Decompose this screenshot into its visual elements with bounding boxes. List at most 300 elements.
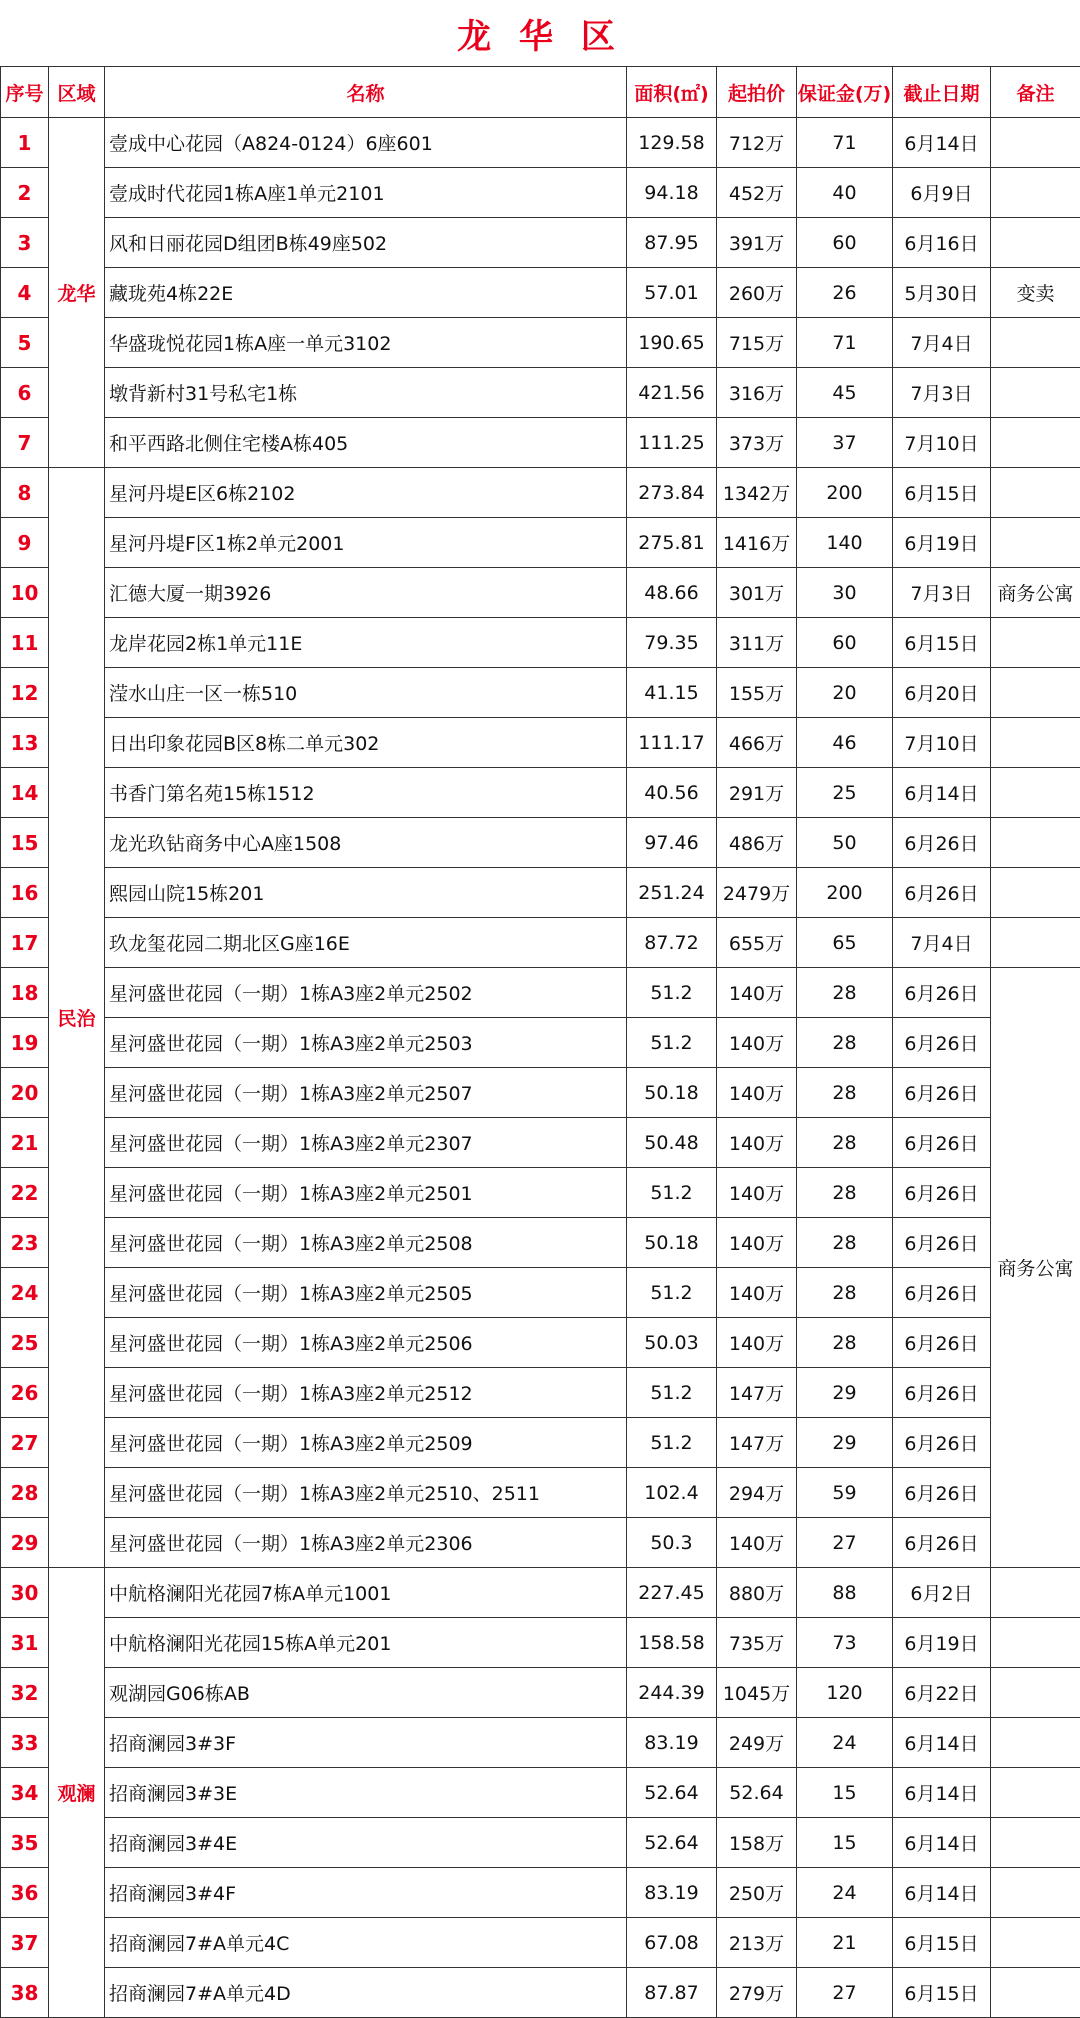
row-deadline: 7月4日 <box>893 318 991 368</box>
row-deadline: 6月9日 <box>893 168 991 218</box>
row-deadline: 6月26日 <box>893 1468 991 1518</box>
row-price: 147万 <box>717 1368 797 1418</box>
row-deadline: 6月19日 <box>893 1618 991 1668</box>
row-deadline: 6月26日 <box>893 818 991 868</box>
table-row <box>1 1068 1080 1118</box>
table-row <box>1 1468 1080 1518</box>
row-deadline: 6月2日 <box>893 1568 991 1618</box>
row-deposit: 27 <box>797 1518 893 1568</box>
table-row <box>1 1018 1080 1068</box>
row-note-empty <box>991 518 1080 568</box>
table-row <box>1 1518 1080 1568</box>
row-price: 140万 <box>717 1318 797 1368</box>
row-name: 龙岸花园2栋1单元11E <box>105 618 627 668</box>
row-note-empty <box>991 1818 1080 1868</box>
table-row <box>1 218 1080 268</box>
row-note: 商务公寓 <box>991 968 1080 1568</box>
row-note-empty <box>991 1768 1080 1818</box>
row-name: 壹成中心花园（A824-0124）6座601 <box>105 118 627 168</box>
row-area: 50.18 <box>627 1218 717 1268</box>
row-note-empty <box>991 1718 1080 1768</box>
row-name: 星河盛世花园（一期）1栋A3座2单元2508 <box>105 1218 627 1268</box>
row-seq: 15 <box>1 818 49 868</box>
row-seq: 27 <box>1 1418 49 1468</box>
row-seq: 31 <box>1 1618 49 1668</box>
table-row <box>1 1818 1080 1868</box>
row-seq: 20 <box>1 1068 49 1118</box>
row-area: 67.08 <box>627 1918 717 1968</box>
row-price: 655万 <box>717 918 797 968</box>
table-row <box>1 1918 1080 1968</box>
row-price: 1342万 <box>717 468 797 518</box>
row-deposit: 200 <box>797 868 893 918</box>
table-row <box>1 168 1080 218</box>
row-area: 51.2 <box>627 1368 717 1418</box>
row-note-empty <box>991 1968 1080 2018</box>
row-area: 190.65 <box>627 318 717 368</box>
page-title: 龙 华 区 <box>0 0 1080 66</box>
row-price: 140万 <box>717 1068 797 1118</box>
table-row <box>1 768 1080 818</box>
row-name: 熙园山院15栋201 <box>105 868 627 918</box>
row-deposit: 28 <box>797 1018 893 1068</box>
row-deadline: 6月26日 <box>893 1268 991 1318</box>
table-row <box>1 1868 1080 1918</box>
row-note-empty <box>991 1918 1080 1968</box>
row-area: 79.35 <box>627 618 717 668</box>
table-row <box>1 1168 1080 1218</box>
row-deadline: 6月15日 <box>893 618 991 668</box>
row-deposit: 46 <box>797 718 893 768</box>
row-name: 星河丹堤F区1栋2单元2001 <box>105 518 627 568</box>
row-deposit: 50 <box>797 818 893 868</box>
row-note-empty <box>991 818 1080 868</box>
row-area: 57.01 <box>627 268 717 318</box>
row-note-empty <box>991 418 1080 468</box>
row-deposit: 28 <box>797 1318 893 1368</box>
table-row <box>1 1768 1080 1818</box>
row-price: 52.64 <box>717 1768 797 1818</box>
row-deadline: 6月26日 <box>893 968 991 1018</box>
row-name: 星河盛世花园（一期）1栋A3座2单元2503 <box>105 1018 627 1068</box>
table-row <box>1 1218 1080 1268</box>
row-deadline: 6月26日 <box>893 1168 991 1218</box>
row-seq: 22 <box>1 1168 49 1218</box>
row-name: 招商澜园3#4F <box>105 1868 627 1918</box>
row-area: 48.66 <box>627 568 717 618</box>
row-seq: 33 <box>1 1718 49 1768</box>
row-seq: 29 <box>1 1518 49 1568</box>
table-row <box>1 1268 1080 1318</box>
row-name: 星河盛世花园（一期）1栋A3座2单元2306 <box>105 1518 627 1568</box>
row-seq: 14 <box>1 768 49 818</box>
row-area: 244.39 <box>627 1668 717 1718</box>
row-price: 1045万 <box>717 1668 797 1718</box>
row-area: 87.95 <box>627 218 717 268</box>
row-area: 51.2 <box>627 1268 717 1318</box>
row-price: 158万 <box>717 1818 797 1868</box>
row-note-empty <box>991 1568 1080 1618</box>
row-seq: 17 <box>1 918 49 968</box>
row-deadline: 6月14日 <box>893 768 991 818</box>
table-row <box>1 1418 1080 1468</box>
row-seq: 1 <box>1 118 49 168</box>
row-area: 421.56 <box>627 368 717 418</box>
row-deposit: 28 <box>797 1168 893 1218</box>
row-area: 83.19 <box>627 1868 717 1918</box>
row-name: 龙光玖钻商务中心A座1508 <box>105 818 627 868</box>
row-name: 玖龙玺花园二期北区G座16E <box>105 918 627 968</box>
row-price: 140万 <box>717 1168 797 1218</box>
row-deposit: 30 <box>797 568 893 618</box>
row-seq: 9 <box>1 518 49 568</box>
row-name: 和平西路北侧住宅楼A栋405 <box>105 418 627 468</box>
table-row <box>1 1568 1080 1618</box>
row-name: 风和日丽花园D组团B栋49座502 <box>105 218 627 268</box>
row-area: 40.56 <box>627 768 717 818</box>
row-name: 星河盛世花园（一期）1栋A3座2单元2507 <box>105 1068 627 1118</box>
row-name: 招商澜园3#4E <box>105 1818 627 1868</box>
row-name: 中航格澜阳光花园15栋A单元201 <box>105 1618 627 1668</box>
row-name: 星河盛世花园（一期）1栋A3座2单元2512 <box>105 1368 627 1418</box>
row-deadline: 6月26日 <box>893 1218 991 1268</box>
row-note-empty <box>991 118 1080 168</box>
row-price: 880万 <box>717 1568 797 1618</box>
row-deposit: 73 <box>797 1618 893 1668</box>
row-price: 294万 <box>717 1468 797 1518</box>
row-note-empty <box>991 768 1080 818</box>
row-area: 102.4 <box>627 1468 717 1518</box>
row-deadline: 6月22日 <box>893 1668 991 1718</box>
row-note-empty <box>991 218 1080 268</box>
row-area: 273.84 <box>627 468 717 518</box>
row-seq: 28 <box>1 1468 49 1518</box>
row-price: 249万 <box>717 1718 797 1768</box>
row-deposit: 15 <box>797 1768 893 1818</box>
row-seq: 37 <box>1 1918 49 1968</box>
row-seq: 10 <box>1 568 49 618</box>
row-seq: 4 <box>1 268 49 318</box>
row-deadline: 6月15日 <box>893 468 991 518</box>
row-deadline: 7月10日 <box>893 418 991 468</box>
row-price: 140万 <box>717 1518 797 1568</box>
header-area: 面积(㎡) <box>627 67 717 118</box>
row-price: 140万 <box>717 1268 797 1318</box>
row-seq: 24 <box>1 1268 49 1318</box>
row-seq: 6 <box>1 368 49 418</box>
row-price: 1416万 <box>717 518 797 568</box>
row-name: 星河盛世花园（一期）1栋A3座2单元2510、2511 <box>105 1468 627 1518</box>
row-deadline: 6月19日 <box>893 518 991 568</box>
row-price: 260万 <box>717 268 797 318</box>
row-seq: 16 <box>1 868 49 918</box>
table-row <box>1 468 1080 518</box>
row-deposit: 59 <box>797 1468 893 1518</box>
table-row <box>1 418 1080 468</box>
row-name: 汇德大厦一期3926 <box>105 568 627 618</box>
row-deadline: 6月26日 <box>893 1318 991 1368</box>
row-deposit: 26 <box>797 268 893 318</box>
region-cell: 观澜 <box>49 1568 105 2018</box>
row-area: 158.58 <box>627 1618 717 1668</box>
table-row <box>1 718 1080 768</box>
row-deadline: 6月26日 <box>893 1068 991 1118</box>
row-note-empty <box>991 918 1080 968</box>
region-cell: 龙华 <box>49 118 105 468</box>
table-row <box>1 1118 1080 1168</box>
row-seq: 35 <box>1 1818 49 1868</box>
row-price: 715万 <box>717 318 797 368</box>
table-row <box>1 1668 1080 1718</box>
row-area: 50.18 <box>627 1068 717 1118</box>
row-deposit: 28 <box>797 1268 893 1318</box>
row-deposit: 29 <box>797 1418 893 1468</box>
row-price: 466万 <box>717 718 797 768</box>
row-deadline: 6月15日 <box>893 1918 991 1968</box>
row-name: 书香门第名苑15栋1512 <box>105 768 627 818</box>
row-note-empty <box>991 868 1080 918</box>
row-price: 391万 <box>717 218 797 268</box>
row-name: 招商澜园3#3E <box>105 1768 627 1818</box>
table-row <box>1 568 1080 618</box>
row-price: 291万 <box>717 768 797 818</box>
row-seq: 11 <box>1 618 49 668</box>
row-deposit: 140 <box>797 518 893 568</box>
row-name: 星河盛世花园（一期）1栋A3座2单元2502 <box>105 968 627 1018</box>
row-price: 147万 <box>717 1418 797 1468</box>
header-price: 起拍价 <box>717 67 797 118</box>
row-deadline: 6月14日 <box>893 1768 991 1818</box>
row-seq: 21 <box>1 1118 49 1168</box>
row-deadline: 6月16日 <box>893 218 991 268</box>
row-price: 250万 <box>717 1868 797 1918</box>
row-area: 251.24 <box>627 868 717 918</box>
table-row <box>1 1968 1080 2018</box>
row-deposit: 40 <box>797 168 893 218</box>
row-name: 观湖园G06栋AB <box>105 1668 627 1718</box>
row-area: 52.64 <box>627 1768 717 1818</box>
row-seq: 5 <box>1 318 49 368</box>
row-deadline: 7月10日 <box>893 718 991 768</box>
row-deadline: 5月30日 <box>893 268 991 318</box>
row-price: 140万 <box>717 1118 797 1168</box>
row-name: 华盛珑悦花园1栋A座一单元3102 <box>105 318 627 368</box>
row-area: 87.87 <box>627 1968 717 2018</box>
row-deposit: 60 <box>797 618 893 668</box>
table-row <box>1 918 1080 968</box>
row-deposit: 200 <box>797 468 893 518</box>
row-name: 壹成时代花园1栋A座1单元2101 <box>105 168 627 218</box>
row-price: 155万 <box>717 668 797 718</box>
header-name: 名称 <box>105 67 627 118</box>
row-deadline: 7月3日 <box>893 568 991 618</box>
row-seq: 38 <box>1 1968 49 2018</box>
table-row <box>1 1718 1080 1768</box>
row-area: 52.64 <box>627 1818 717 1868</box>
row-area: 83.19 <box>627 1718 717 1768</box>
row-note-empty <box>991 468 1080 518</box>
row-price: 373万 <box>717 418 797 468</box>
row-area: 87.72 <box>627 918 717 968</box>
table-row <box>1 518 1080 568</box>
row-seq: 36 <box>1 1868 49 1918</box>
row-deadline: 6月26日 <box>893 868 991 918</box>
row-note-empty <box>991 718 1080 768</box>
row-deposit: 37 <box>797 418 893 468</box>
row-price: 735万 <box>717 1618 797 1668</box>
row-deadline: 6月20日 <box>893 668 991 718</box>
row-area: 97.46 <box>627 818 717 868</box>
row-seq: 3 <box>1 218 49 268</box>
row-name: 星河丹堤E区6栋2102 <box>105 468 627 518</box>
row-name: 星河盛世花园（一期）1栋A3座2单元2307 <box>105 1118 627 1168</box>
row-deadline: 6月14日 <box>893 1718 991 1768</box>
row-area: 129.58 <box>627 118 717 168</box>
table-row <box>1 618 1080 668</box>
table-row <box>1 118 1080 168</box>
row-deposit: 60 <box>797 218 893 268</box>
row-price: 712万 <box>717 118 797 168</box>
row-name: 星河盛世花园（一期）1栋A3座2单元2506 <box>105 1318 627 1368</box>
table-row <box>1 868 1080 918</box>
row-name: 星河盛世花园（一期）1栋A3座2单元2505 <box>105 1268 627 1318</box>
row-name: 藏珑苑4栋22E <box>105 268 627 318</box>
table-row <box>1 1618 1080 1668</box>
row-area: 50.03 <box>627 1318 717 1368</box>
row-area: 51.2 <box>627 1018 717 1068</box>
row-deadline: 6月15日 <box>893 1968 991 2018</box>
row-deadline: 6月14日 <box>893 1868 991 1918</box>
row-area: 111.17 <box>627 718 717 768</box>
row-note-empty <box>991 318 1080 368</box>
row-deadline: 6月14日 <box>893 118 991 168</box>
row-deposit: 28 <box>797 1218 893 1268</box>
row-deposit: 15 <box>797 1818 893 1868</box>
row-name: 日出印象花园B区8栋二单元302 <box>105 718 627 768</box>
row-deposit: 20 <box>797 668 893 718</box>
table-row <box>1 368 1080 418</box>
row-deadline: 6月26日 <box>893 1118 991 1168</box>
row-area: 51.2 <box>627 1168 717 1218</box>
table-row <box>1 318 1080 368</box>
table-row <box>1 1318 1080 1368</box>
row-deadline: 6月26日 <box>893 1518 991 1568</box>
auction-table <box>0 66 1080 2018</box>
row-name: 中航格澜阳光花园7栋A单元1001 <box>105 1568 627 1618</box>
row-deposit: 28 <box>797 968 893 1018</box>
row-deposit: 71 <box>797 118 893 168</box>
row-seq: 12 <box>1 668 49 718</box>
header-seq: 序号 <box>1 67 49 118</box>
row-deadline: 6月26日 <box>893 1368 991 1418</box>
row-price: 452万 <box>717 168 797 218</box>
row-seq: 7 <box>1 418 49 468</box>
header-deadline: 截止日期 <box>893 67 991 118</box>
row-deposit: 24 <box>797 1868 893 1918</box>
row-note-empty <box>991 168 1080 218</box>
row-note: 变卖 <box>991 268 1080 318</box>
row-deadline: 6月26日 <box>893 1018 991 1068</box>
row-seq: 8 <box>1 468 49 518</box>
row-deposit: 65 <box>797 918 893 968</box>
row-seq: 18 <box>1 968 49 1018</box>
row-deposit: 71 <box>797 318 893 368</box>
table-row <box>1 818 1080 868</box>
row-area: 50.3 <box>627 1518 717 1568</box>
row-area: 50.48 <box>627 1118 717 1168</box>
region-cell: 民治 <box>49 468 105 1568</box>
row-deposit: 120 <box>797 1668 893 1718</box>
row-seq: 2 <box>1 168 49 218</box>
table-row <box>1 968 1080 1018</box>
row-deadline: 6月26日 <box>893 1418 991 1468</box>
row-area: 51.2 <box>627 1418 717 1468</box>
row-deadline: 7月4日 <box>893 918 991 968</box>
row-seq: 26 <box>1 1368 49 1418</box>
row-area: 41.15 <box>627 668 717 718</box>
row-price: 140万 <box>717 968 797 1018</box>
row-seq: 32 <box>1 1668 49 1718</box>
row-area: 111.25 <box>627 418 717 468</box>
row-deadline: 7月3日 <box>893 368 991 418</box>
row-price: 213万 <box>717 1918 797 1968</box>
row-note-empty <box>991 1868 1080 1918</box>
row-note-empty <box>991 1618 1080 1668</box>
header-region: 区域 <box>49 67 105 118</box>
row-note-empty <box>991 668 1080 718</box>
header-note: 备注 <box>991 67 1080 118</box>
table-row <box>1 668 1080 718</box>
row-price: 2479万 <box>717 868 797 918</box>
row-seq: 30 <box>1 1568 49 1618</box>
row-deposit: 45 <box>797 368 893 418</box>
row-deposit: 88 <box>797 1568 893 1618</box>
row-price: 311万 <box>717 618 797 668</box>
row-name: 滢水山庄一区一栋510 <box>105 668 627 718</box>
row-name: 星河盛世花园（一期）1栋A3座2单元2501 <box>105 1168 627 1218</box>
row-seq: 23 <box>1 1218 49 1268</box>
row-note-empty <box>991 1668 1080 1718</box>
header-row <box>1 67 1080 118</box>
row-name: 招商澜园7#A单元4C <box>105 1918 627 1968</box>
row-price: 279万 <box>717 1968 797 2018</box>
row-deposit: 24 <box>797 1718 893 1768</box>
row-note: 商务公寓 <box>991 568 1080 618</box>
row-deposit: 29 <box>797 1368 893 1418</box>
row-deposit: 28 <box>797 1118 893 1168</box>
row-area: 227.45 <box>627 1568 717 1618</box>
row-name: 星河盛世花园（一期）1栋A3座2单元2509 <box>105 1418 627 1468</box>
table-row <box>1 1368 1080 1418</box>
row-name: 招商澜园3#3F <box>105 1718 627 1768</box>
row-name: 招商澜园7#A单元4D <box>105 1968 627 2018</box>
row-area: 94.18 <box>627 168 717 218</box>
row-price: 486万 <box>717 818 797 868</box>
row-deadline: 6月14日 <box>893 1818 991 1868</box>
row-price: 301万 <box>717 568 797 618</box>
row-price: 316万 <box>717 368 797 418</box>
row-deposit: 28 <box>797 1068 893 1118</box>
row-name: 墩背新村31号私宅1栋 <box>105 368 627 418</box>
row-note-empty <box>991 618 1080 668</box>
table-row <box>1 268 1080 318</box>
row-note-empty <box>991 368 1080 418</box>
row-price: 140万 <box>717 1018 797 1068</box>
row-seq: 25 <box>1 1318 49 1368</box>
row-area: 51.2 <box>627 968 717 1018</box>
header-deposit: 保证金(万) <box>797 67 893 118</box>
row-seq: 13 <box>1 718 49 768</box>
